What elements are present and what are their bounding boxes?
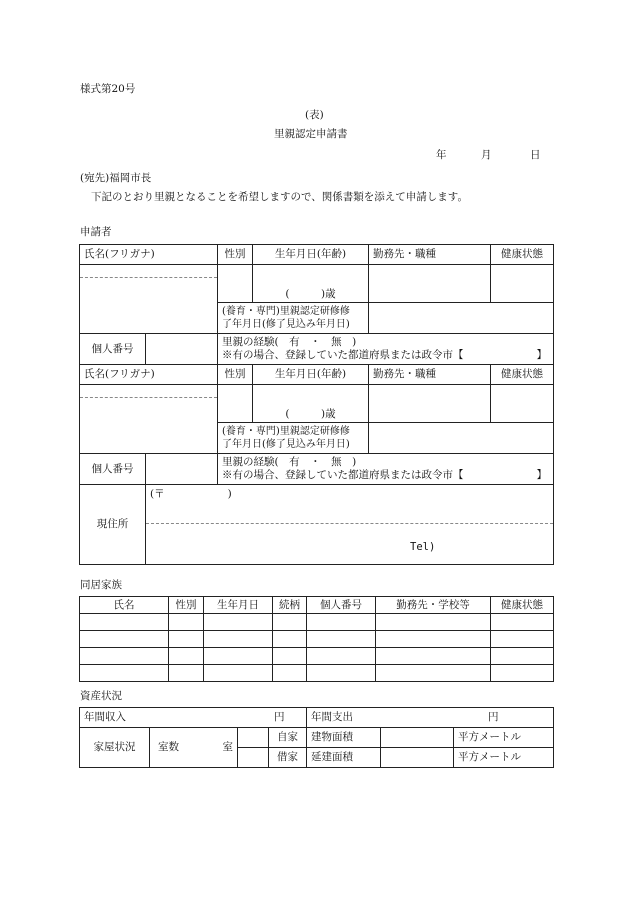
- personal-number-label-2: 個人番号: [80, 454, 146, 485]
- name-cell[interactable]: [80, 265, 218, 334]
- family-cell[interactable]: [169, 648, 204, 665]
- intro-text: 下記のとおり里親となることを希望しますので、関係書類を添えて申請します。: [91, 191, 468, 203]
- family-cell[interactable]: [169, 631, 204, 648]
- income-yen: 円: [274, 711, 285, 723]
- address-divider: [146, 523, 553, 524]
- family-cell[interactable]: [376, 631, 491, 648]
- building-area-label: 建物面積: [307, 728, 381, 748]
- age-suffix-2: ( )歳: [285, 408, 336, 420]
- table-row: [80, 631, 554, 648]
- experience-cell-2[interactable]: 里親の経験( 有 ・ 無 ) ※有の場合、登録していた都道府県または政令市【 】: [218, 454, 554, 485]
- rooms-label: 室数: [158, 741, 179, 753]
- family-cell[interactable]: [169, 614, 204, 631]
- furigana-line: [80, 265, 217, 278]
- building-area-unit: 平方メートル: [454, 728, 554, 748]
- age-cell-2[interactable]: [253, 385, 369, 423]
- rent-check[interactable]: [238, 748, 269, 768]
- family-header-name: 氏名: [80, 597, 169, 614]
- family-header-health: 健康状態: [491, 597, 554, 614]
- birth-header: 生年月日(年齢): [253, 245, 369, 265]
- family-cell[interactable]: [307, 665, 376, 682]
- work-cell-2[interactable]: [369, 385, 491, 423]
- personal-number-value[interactable]: [146, 334, 218, 365]
- family-cell[interactable]: [273, 614, 307, 631]
- training-label: (養育・専門)里親認定研修修 了年月日(修了見込み年月日): [218, 303, 369, 334]
- page-title: 里親認定申請書: [274, 128, 348, 140]
- address-label: 現住所: [80, 485, 146, 565]
- name-header: 氏名(フリガナ): [80, 245, 218, 265]
- own-check[interactable]: [238, 728, 269, 748]
- family-cell[interactable]: [204, 614, 273, 631]
- work-header-2: 勤務先・職種: [369, 365, 491, 385]
- date-day: 日: [530, 149, 541, 161]
- expense-yen: 円: [488, 711, 499, 723]
- family-cell[interactable]: [80, 614, 169, 631]
- family-cell[interactable]: [307, 631, 376, 648]
- tel-label: Tel): [410, 541, 436, 553]
- health-header-2: 健康状態: [491, 365, 554, 385]
- family-cell[interactable]: [204, 648, 273, 665]
- family-cell[interactable]: [491, 648, 554, 665]
- assets-section-title: 資産状況: [80, 690, 122, 702]
- family-cell[interactable]: [169, 665, 204, 682]
- addressee: (宛先)福岡市長: [80, 172, 152, 184]
- work-header: 勤務先・職種: [369, 245, 491, 265]
- family-section-title: 同居家族: [80, 579, 122, 591]
- family-header-work: 勤務先・学校等: [376, 597, 491, 614]
- expense-label: 年間支出: [311, 711, 353, 723]
- table-row: [80, 665, 554, 682]
- expense-cell[interactable]: [307, 708, 554, 728]
- family-cell[interactable]: [307, 614, 376, 631]
- family-cell[interactable]: [204, 631, 273, 648]
- health-cell-2[interactable]: [491, 385, 554, 423]
- family-cell[interactable]: [491, 631, 554, 648]
- birth-header-2: 生年月日(年齢): [253, 365, 369, 385]
- family-table: [79, 596, 554, 682]
- training-value-2[interactable]: [369, 423, 554, 454]
- own-label: 自家: [269, 728, 307, 748]
- family-header-birth: 生年月日: [204, 597, 273, 614]
- income-label: 年間収入: [84, 711, 126, 723]
- assets-table: [79, 707, 554, 768]
- family-header-relation: 続柄: [273, 597, 307, 614]
- work-cell[interactable]: [369, 265, 491, 303]
- house-label: 家屋状況: [80, 728, 150, 768]
- family-cell[interactable]: [273, 665, 307, 682]
- table-row: [80, 648, 554, 665]
- family-cell[interactable]: [376, 614, 491, 631]
- personal-number-label: 個人番号: [80, 334, 146, 365]
- sex-header: 性別: [218, 245, 253, 265]
- room-unit: 室: [222, 741, 233, 753]
- health-cell[interactable]: [491, 265, 554, 303]
- health-header: 健康状態: [491, 245, 554, 265]
- address-cell[interactable]: [146, 485, 554, 565]
- floor-area-label: 延建面積: [307, 748, 381, 768]
- sex-cell[interactable]: [218, 265, 253, 303]
- postal-code: (〒 ): [150, 488, 232, 500]
- side-label: (表): [305, 109, 324, 121]
- floor-area-value[interactable]: [381, 748, 454, 768]
- building-area-value[interactable]: [381, 728, 454, 748]
- date-month: 月: [481, 149, 492, 161]
- applicant-section-title: 申請者: [80, 226, 112, 238]
- age-cell[interactable]: [253, 265, 369, 303]
- experience-cell[interactable]: 里親の経験( 有 ・ 無 ) ※有の場合、登録していた都道府県または政令市【 】: [218, 334, 554, 365]
- training-value[interactable]: [369, 303, 554, 334]
- personal-number-value-2[interactable]: [146, 454, 218, 485]
- family-cell[interactable]: [491, 614, 554, 631]
- rooms-cell[interactable]: [150, 728, 238, 768]
- training-label-2: (養育・専門)里親認定研修修 了年月日(修了見込み年月日): [218, 423, 369, 454]
- table-row: [80, 614, 554, 631]
- family-cell[interactable]: [80, 648, 169, 665]
- name-header-2: 氏名(フリガナ): [80, 365, 218, 385]
- form-number: 様式第20号: [80, 83, 136, 95]
- age-suffix: ( )歳: [285, 288, 336, 300]
- sex-header-2: 性別: [218, 365, 253, 385]
- income-cell[interactable]: [80, 708, 307, 728]
- family-cell[interactable]: [307, 648, 376, 665]
- family-cell[interactable]: [376, 665, 491, 682]
- family-cell[interactable]: [204, 665, 273, 682]
- family-cell[interactable]: [491, 665, 554, 682]
- sex-cell-2[interactable]: [218, 385, 253, 423]
- rent-label: 借家: [269, 748, 307, 768]
- family-cell[interactable]: [273, 631, 307, 648]
- floor-area-unit: 平方メートル: [454, 748, 554, 768]
- family-header-number: 個人番号: [307, 597, 376, 614]
- date-year: 年: [436, 149, 447, 161]
- family-cell[interactable]: [80, 665, 169, 682]
- family-cell[interactable]: [273, 648, 307, 665]
- family-cell[interactable]: [80, 631, 169, 648]
- family-cell[interactable]: [376, 648, 491, 665]
- applicant-table: [79, 244, 554, 565]
- furigana-line-2: [80, 385, 217, 398]
- name-cell-2[interactable]: [80, 385, 218, 454]
- family-header-sex: 性別: [169, 597, 204, 614]
